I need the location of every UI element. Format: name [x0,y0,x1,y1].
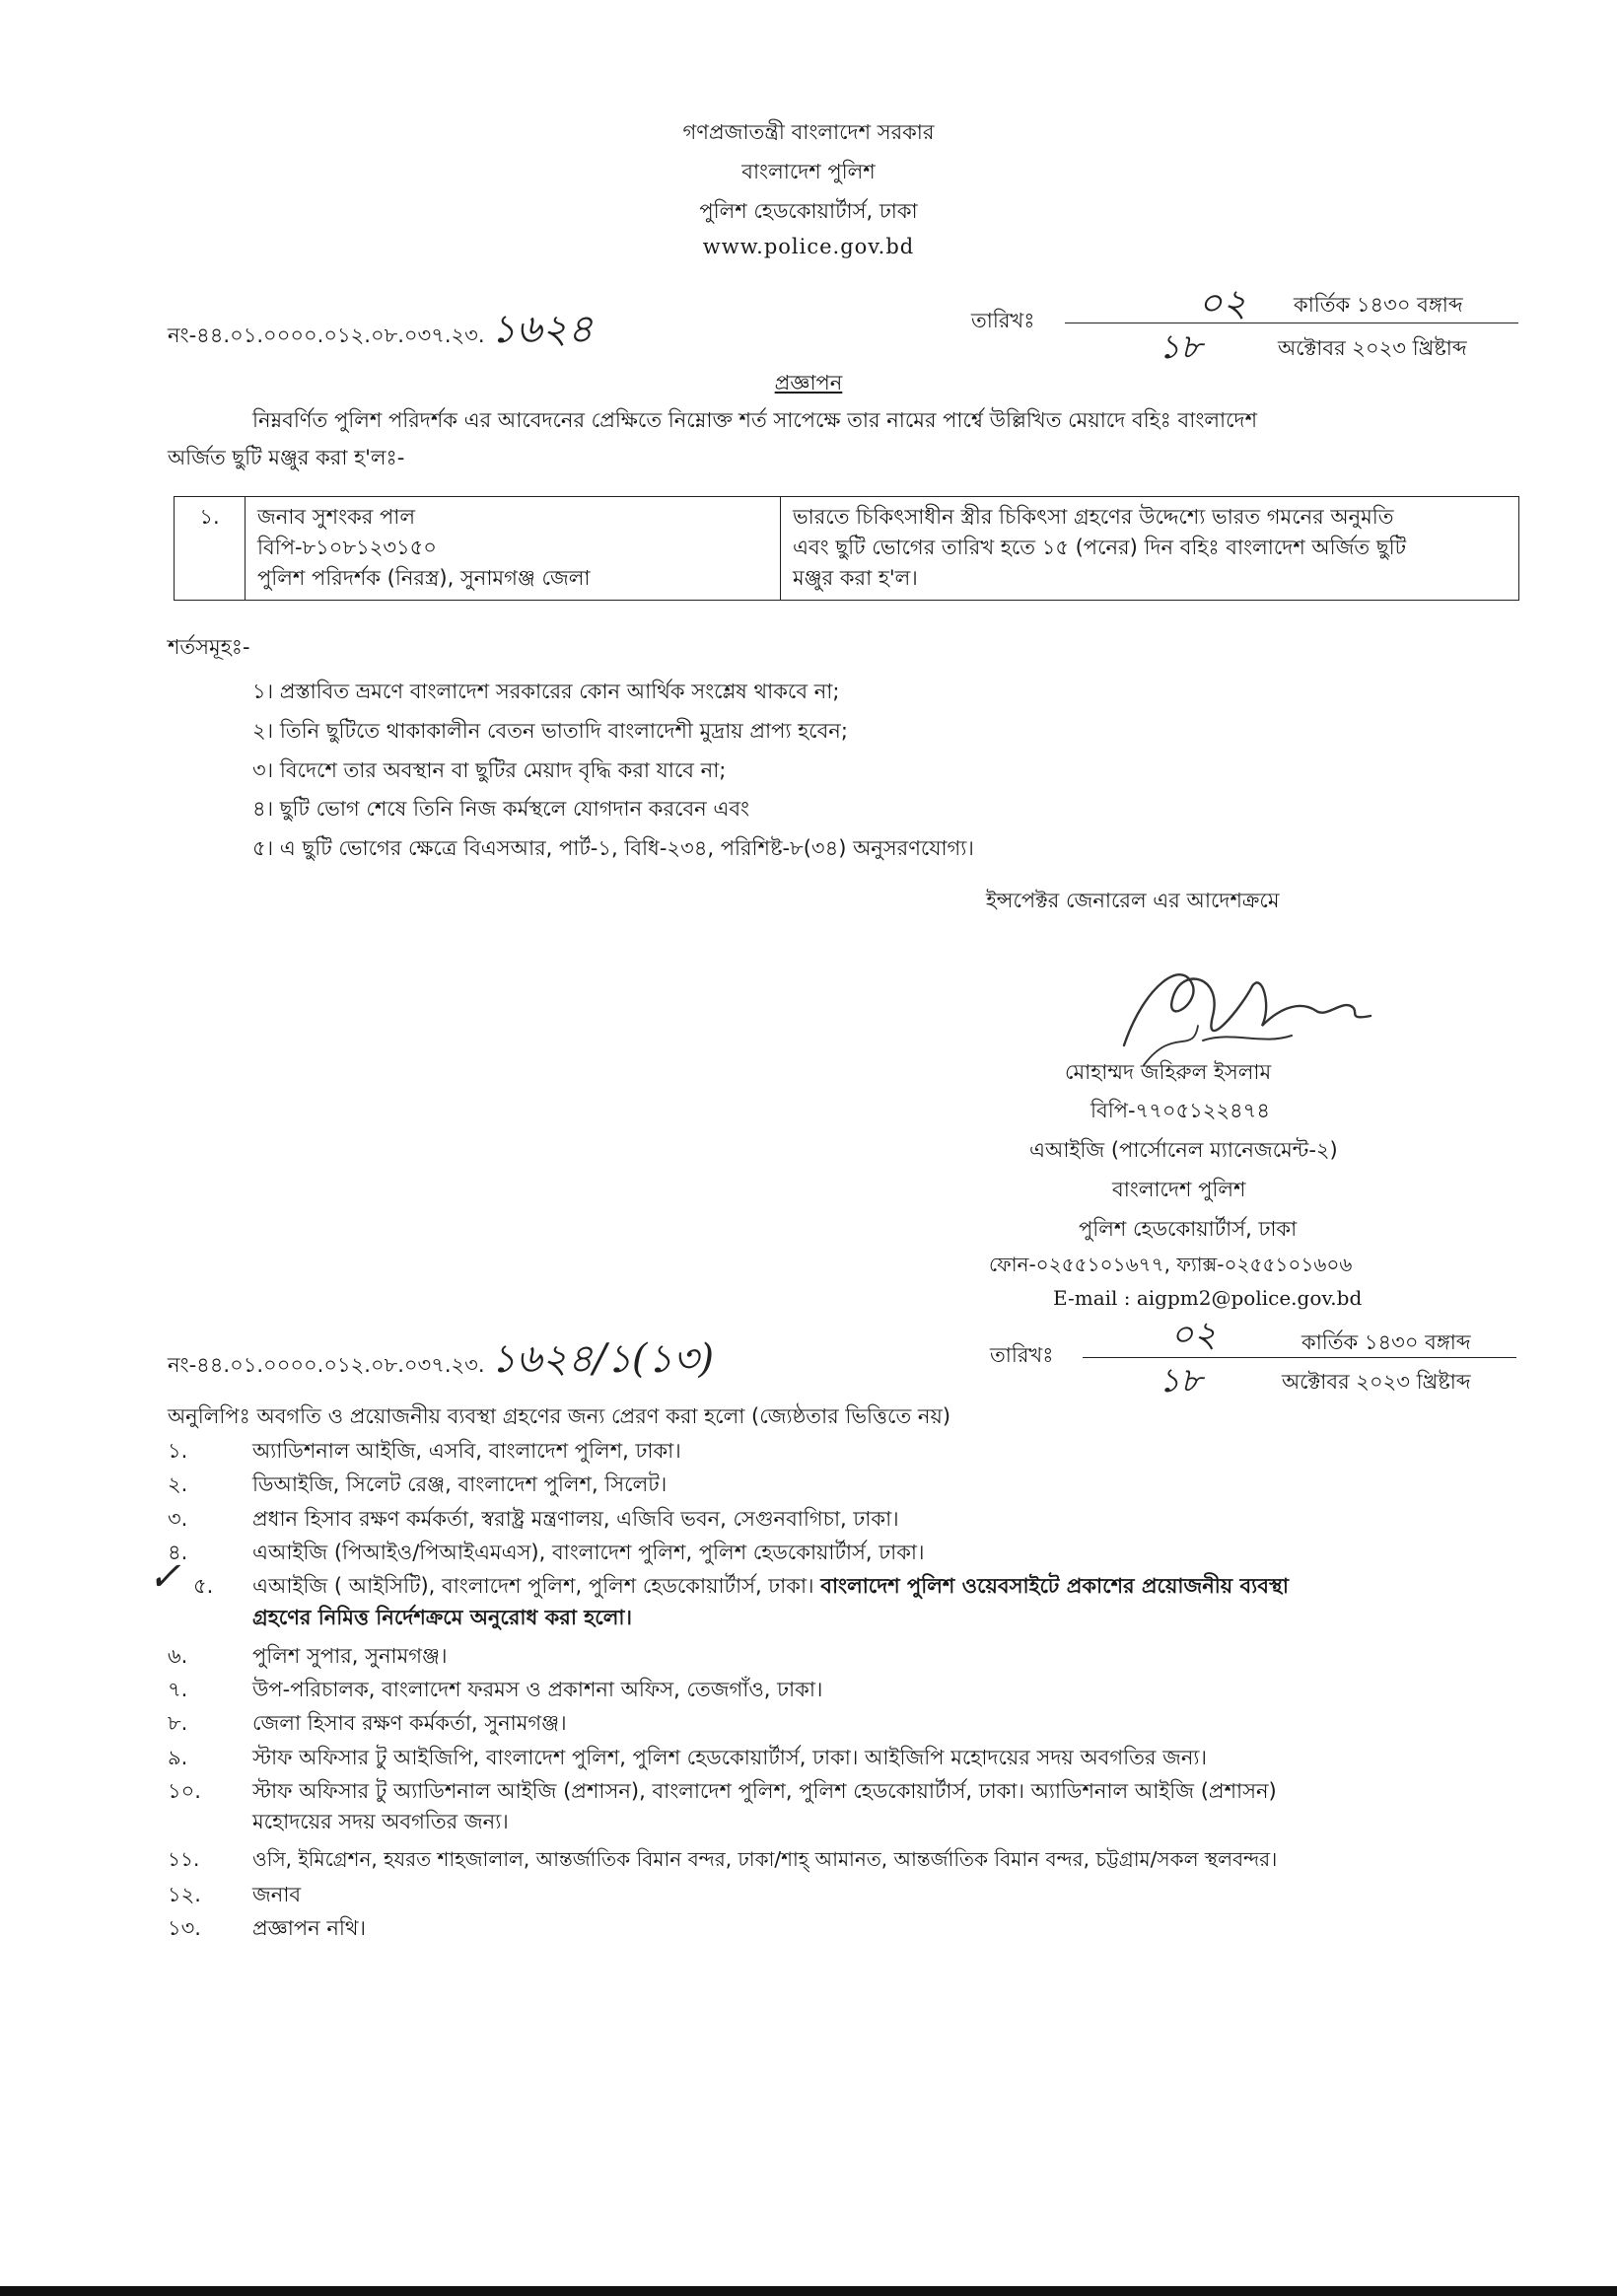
condition-item: ১। প্রস্তাবিত ভ্রমণে বাংলাদেশ সরকারের কোন আর্থিক সংশ্লেষ থাকবে না; [252,680,840,703]
copy-item-text: উপ-পরিচালক, বাংলাদেশ ফরমস ও প্রকাশনা অফিস, তেজগাঁও, ঢাকা। [252,1678,823,1701]
table-cell-serial: ১. [175,497,246,601]
notice-intro-line1: নিম্নবর্ণিত পুলিশ পরিদর্শক এর আবেদনের প্রেক্ষিতে নিম্নোক্ত শর্ত সাপেক্ষে তার নামের পার্শ্বে উল্লিখিত মেয়াদে বহিঃ বাংলাদেশ [252,408,1257,432]
leave-detail-line2: এবং ছুটি ভোগের তারিখ হতে ১৫ (পনের) দিন বহিঃ বাংলাদেশ অর্জিত ছুটি [793,536,1407,559]
copy-item-text: প্রজ্ঞাপন নথি। [252,1916,366,1940]
copy-item-no: ৯. [168,1746,188,1769]
copy-item-text: জনাব [252,1883,302,1906]
copy-item-no: ১২. [168,1883,201,1906]
copy-item-no: ৭. [168,1678,188,1701]
date-label: তারিখঃ [971,309,1035,332]
copy-memo-number [168,1327,714,1394]
signatory-name: মোহাম্মদ জহিরুল ইসলাম [1065,1060,1272,1084]
notice-intro-line2: অর্জিত ছুটি মঞ্জুর করা হ'লঃ- [168,446,405,469]
copy-item-text: অ্যাডিশনাল আইজি, এসবি, বাংলাদেশ পুলিশ, ঢাকা। [252,1439,681,1463]
header-website: www.police.gov.bd [702,235,915,258]
copy-item-no: ১১. [168,1847,200,1871]
date-bangla-handwritten: ০২ [1198,281,1247,324]
copy-item-no: ২. [168,1472,188,1496]
copy-item-text-bold-continued: গ্রহণের নিমিত্ত নির্দেশক্রমে অনুরোধ করা হলো। [252,1606,632,1629]
copy-item-text: স্টাফ অফিসার টু অ্যাডিশনাল আইজি (প্রশাসন), বাংলাদেশ পুলিশ, পুলিশ হেডকোয়ার্টার্স, ঢাকা। অ্যাডিশনাল আইজি (প্রশাসন) [252,1779,1277,1803]
signatory-email: E-mail : aigpm2@police.gov.bd [1053,1286,1363,1310]
signatory-bp: বিপি-৭৭০৫১২২৪৭৪ [1090,1099,1270,1122]
date-english: অক্টোবর ২০২৩ খ্রিষ্টাব্দ [1278,336,1467,360]
copy-item-no: ৪. [168,1541,188,1564]
copy-date-bangla-handwritten: ০২ [1170,1315,1217,1355]
memo-number-handwritten: ১৬২৪ [490,307,594,352]
copy-item-no: ১৩. [168,1916,201,1940]
notice-title: প্রজ্ঞাপন [774,371,843,395]
copy-date-bangla: কার্তিক ১৪৩০ বঙ্গাব্দ [1301,1330,1471,1354]
copy-item-text: স্টাফ অফিসার টু আইজিপি, বাংলাদেশ পুলিশ, পুলিশ হেডকোয়ার্টার্স, ঢাকা। আইজিপি মহোদয়ের সদয় অবগতির জন্য। [252,1746,1207,1769]
leave-detail-line1: ভারতে চিকিৎসাধীন স্ত্রীর চিকিৎসা গ্রহণের উদ্দেশ্যে ভারত গমনের অনুমতি [793,505,1394,529]
scan-bottom-edge [0,2286,1617,2296]
memo-number [168,298,593,364]
leave-table [174,496,1519,601]
condition-item: ৫। এ ছুটি ভোগের ক্ষেত্রে বিএসআর, পার্ট-১, বিধি-২৩৪, পরিশিষ্ট-৮(৩৪) অনুসরণযোগ্য। [252,836,974,860]
table-row [175,497,1519,601]
order-line: ইন্সপেক্টর জেনারেল এর আদেশক্রমে [986,889,1280,912]
condition-item: ২। তিনি ছুটিতে থাকাকালীন বেতন ভাতাদি বাংলাদেশী মুদ্রায় প্রাপ্য হবেন; [252,719,848,743]
signatory-org: বাংলাদেশ পুলিশ [1112,1178,1246,1201]
leave-detail-line3: মঞ্জুর করা হ'ল। [793,566,918,590]
copy-item-text: এআইজি (পিআইও/পিআইএমএস), বাংলাদেশ পুলিশ, পুলিশ হেডকোয়ার্টার্স, ঢাকা। [252,1541,925,1564]
signatory-designation: এআইজি (পার্সোনেল ম্যানেজমেন্ট-২) [1029,1138,1338,1162]
copy-item-text: ওসি, ইমিগ্রেশন, হযরত শাহজালাল, আন্তর্জাতিক বিমান বন্দর, ঢাকা/শাহ্‌ আমানত, আন্তর্জাতিক বিমান বন্দর, চট্টগ্রাম/সকল স্থলবন্দর। [252,1847,1278,1871]
copy-date-english-handwritten: ১৮ [1159,1361,1203,1400]
date-bangla: কার্তিক ১৪৩০ বঙ্গাব্দ [1294,293,1463,317]
copy-item-text-continued: মহোদয়ের সদয় অবগতির জন্য। [252,1810,509,1833]
copy-item-text: জেলা হিসাব রক্ষণ কর্মকর্তা, সুনামগঞ্জ। [252,1711,567,1735]
officer-designation: পুলিশ পরিদর্শক (নিরস্ত্র), সুনামগঞ্জ জেলা [257,566,591,590]
copy-item-text [252,1570,1289,1605]
check-mark-icon: ✓ [148,1554,181,1600]
copy-memo-number-prefix: নং-৪৪.০১.০০০০.০১২.০৮.০৩৭.২৩. [168,1353,485,1377]
memo-number-prefix: নং-৪৪.০১.০০০০.০১২.০৮.০৩৭.২৩. [168,323,485,347]
officer-name: জনাব সুশংকর পাল [257,505,416,529]
officer-bp: বিপি-৮১০৮১২৩১৫০ [257,536,437,559]
copy-item-no: ৬. [168,1644,188,1668]
copy-item-no: ৩. [168,1507,188,1531]
copy-date-label: তারিখঃ [990,1343,1054,1367]
copy-item-text-bold: বাংলাদেশ পুলিশ ওয়েবসাইটে প্রকাশের প্রয়োজনীয় ব্যবস্থা [820,1574,1289,1598]
table-cell-details [781,497,1519,601]
copy-item-text-main: এআইজি ( আইসিটি), বাংলাদেশ পুলিশ, পুলিশ হেডকোয়ার্টার্স, ঢাকা। [252,1574,814,1598]
copy-item-no: ৫. [193,1574,214,1598]
table-cell-officer [246,497,781,601]
condition-item: ৪। ছুটি ভোগ শেষে তিনি নিজ কর্মস্থলে যোগদান করবেন এবং [252,797,750,821]
copy-item-no: ১০. [168,1779,201,1803]
date-english-handwritten: ১৮ [1159,327,1203,367]
copy-date-english: অক্টোবর ২০২৩ খ্রিষ্টাব্দ [1282,1370,1471,1394]
signatory-phone: ফোন-০২৫৫১০১৬৭৭, ফ্যাক্স-০২৫৫১০১৬০৬ [989,1253,1353,1276]
header-police: বাংলাদেশ পুলিশ [741,160,876,183]
conditions-heading: শর্তসমূহঃ- [168,635,250,659]
copy-item-text: প্রধান হিসাব রক্ষণ কর্মকর্তা, স্বরাষ্ট্র মন্ত্রণালয়, এজিবি ভবন, সেগুনবাগিচা, ঢাকা। [252,1507,899,1531]
header-hq: পুলিশ হেডকোয়ার্টার্স, ঢাকা [699,199,918,223]
header-government: গণপ্রজাতন্ত্রী বাংলাদেশ সরকার [682,120,935,144]
condition-item: ৩। বিদেশে তার অবস্থান বা ছুটির মেয়াদ বৃদ্ধি করা যাবে না; [252,758,727,782]
copy-memo-number-handwritten: ১৬২৪/১(১৩) [490,1336,715,1382]
copy-item-text: ডিআইজি, সিলেট রেঞ্জ, বাংলাদেশ পুলিশ, সিলেট। [252,1472,668,1496]
copies-heading: অনুলিপিঃ অবগতি ও প্রয়োজনীয় ব্যবস্থা গ্রহণের জন্য প্রেরণ করা হলো (জ্যেষ্ঠতার ভিত্তিতে নয়) [168,1404,951,1428]
copy-item-no: ৮. [168,1711,188,1735]
copy-date-divider [1083,1357,1516,1358]
copy-item-no: ১. [168,1439,188,1463]
signatory-office: পুলিশ হেডকোয়ার্টার্স, ঢাকা [1079,1217,1298,1241]
copy-item-text: পুলিশ সুপার, সুনামগঞ্জ। [252,1644,448,1668]
